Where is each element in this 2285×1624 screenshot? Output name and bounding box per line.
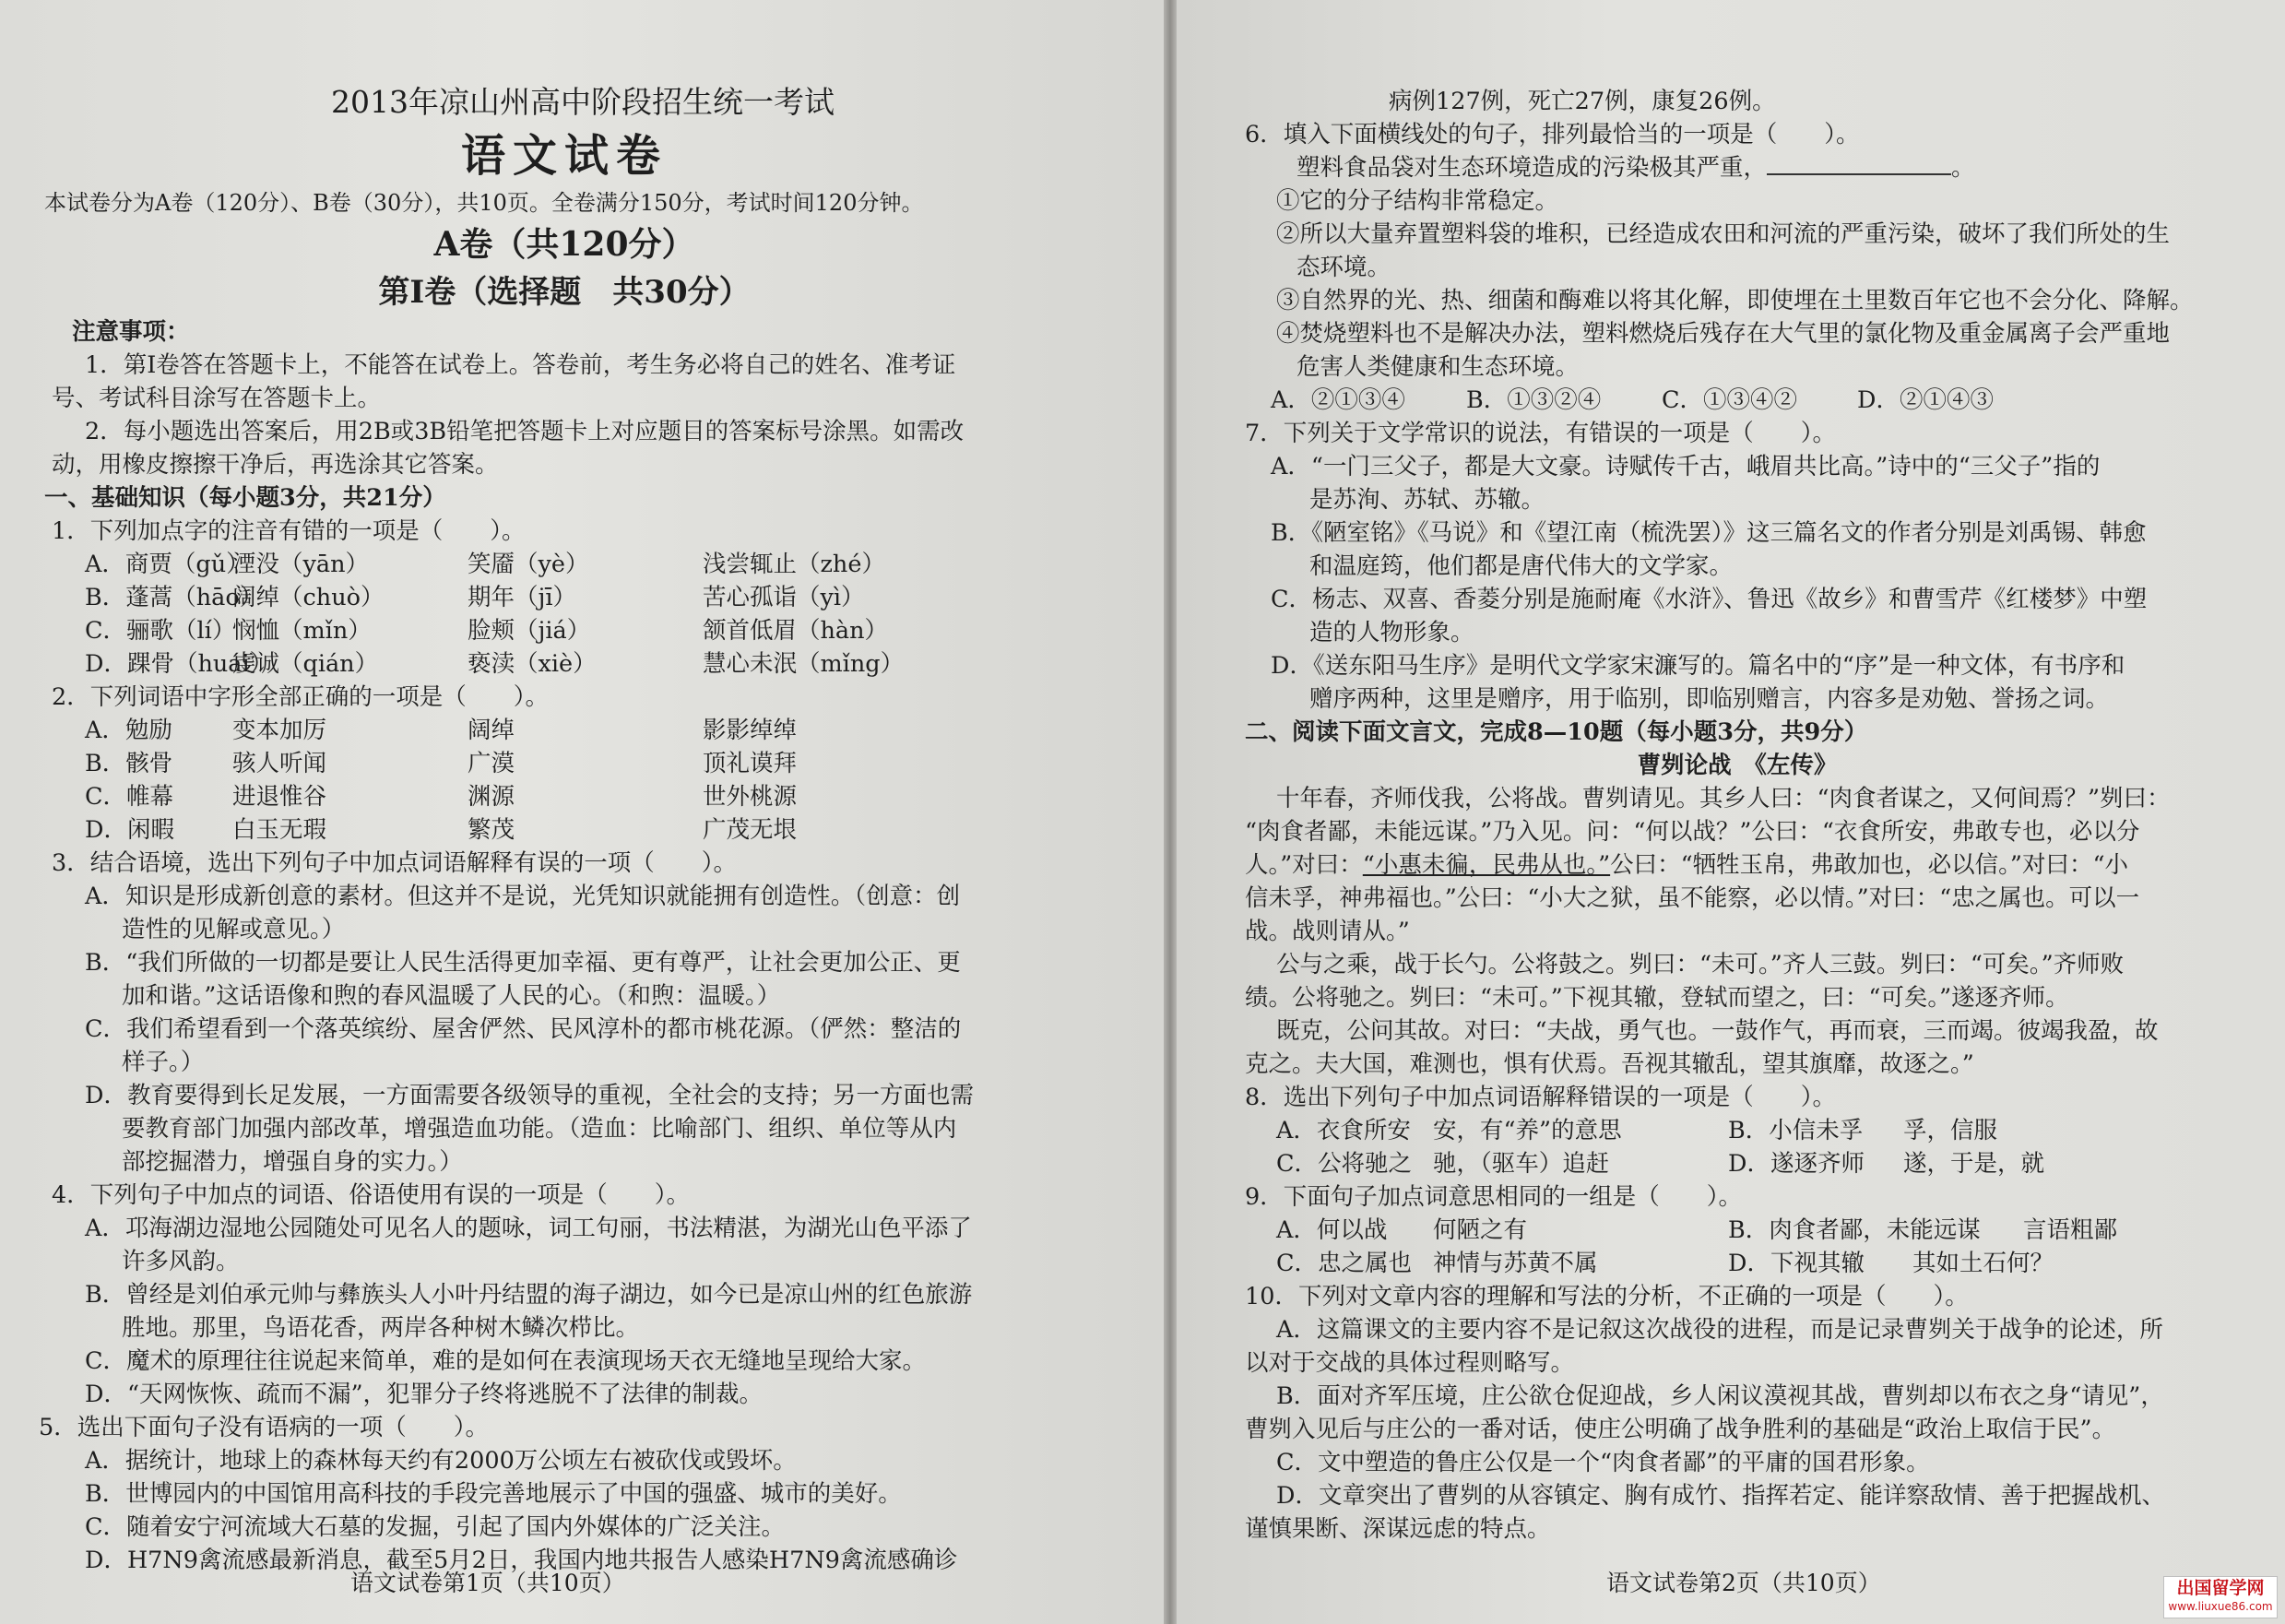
- option-text: A．知识是形成新创意的素材。但这并不是说，光凭知识就能拥有创造性。（创意：创: [85, 883, 961, 910]
- option-cell: B．蓬蒿（hāo）: [85, 584, 264, 611]
- exam-title: 2013年凉山州高中阶段招生统一考试: [331, 84, 835, 120]
- option-cell: D．闲暇: [85, 816, 174, 844]
- part1-heading: 第Ⅰ卷（选择题 共30分）: [378, 274, 751, 311]
- book-spine: [1164, 0, 1177, 1624]
- question-8: 8．选出下列句子中加点词语解释错误的一项是（ ）。: [1245, 1084, 1836, 1111]
- option-cell: 阔绰: [468, 717, 515, 744]
- option-text: B．《陋室铭》《马说》和《望江南（梳洗罢）》这三篇名文的作者分别是刘禹锡、韩愈: [1271, 519, 2147, 547]
- page-footer: 语文试卷第1页（共10页）: [350, 1570, 625, 1596]
- question-7: 7．下列关于文学常识的说法，有错误的一项是（ ）。: [1245, 420, 1836, 447]
- passage-line: 克之。夫大国，难测也，惧有伏焉。吾视其辙乱，望其旗靡，故逐之。”: [1245, 1050, 1974, 1078]
- option-cell: 孚，信服: [1903, 1117, 1998, 1144]
- question-2-option-row: [20, 780, 1108, 813]
- underlined-sentence: “小惠未徧，民弗从也。”: [1362, 851, 1611, 879]
- section2-heading: 二、阅读下面文言文，完成8—10题（每小题3分，共9分）: [1245, 718, 1868, 746]
- question-2-option-row: [20, 813, 1108, 847]
- stem-text: 塑料食品袋对生态环境造成的污染极其严重，: [1296, 154, 1768, 182]
- option-text-continued: 病例127例，死亡27例，康复26例。: [1389, 88, 1776, 115]
- notice-line: 号、考试科目涂写在答题卡上。: [52, 385, 382, 412]
- option-cell: 渊源: [468, 783, 515, 811]
- option-cell: B．①③②④: [1466, 386, 1602, 414]
- section1-heading: 一、基础知识（每小题3分，共21分）: [44, 484, 446, 512]
- option-cell: 言语粗鄙: [2023, 1216, 2118, 1244]
- option-text: A．这篇课文的主要内容不是记叙这次战役的进程，而是记录曹刿关于战争的论述，所: [1276, 1316, 2163, 1344]
- passage-line: 战。战则请从。”: [1245, 918, 1410, 945]
- option-cell: 广漠: [468, 750, 515, 777]
- question-3: 3．结合语境，选出下列句子中加点词语解释有误的一项（ ）。: [52, 849, 737, 877]
- volume-a-heading: A卷（共120分）: [433, 225, 695, 264]
- question-2: 2．下列词语中字形全部正确的一项是（ ）。: [52, 683, 549, 711]
- option-cell: 其如土石何？: [1912, 1250, 2054, 1277]
- option-cell: 骇人听闻: [232, 750, 327, 777]
- option-cell: 何陋之有: [1433, 1216, 1528, 1244]
- stem-end: 。: [1951, 154, 1975, 182]
- option-cell: D．下视其辙: [1728, 1250, 1865, 1277]
- option-cell: 浅尝辄止（zhé）: [703, 551, 885, 578]
- option-text: 造的人物形象。: [1309, 619, 1474, 646]
- option-cell: A．衣食所安: [1276, 1117, 1411, 1144]
- notice-title: 注意事项：: [72, 318, 190, 346]
- option-cell: C．①③④②: [1662, 386, 1798, 414]
- question-10: 10．下列对文章内容的理解和写法的分析，不正确的一项是（ ）。: [1245, 1283, 1969, 1310]
- option-text: 要教育部门加强内部改革，增强造血功能。（造血：比喻部门、组织、单位等从内: [122, 1115, 957, 1143]
- option-cell: 遂，于是，就: [1903, 1150, 2045, 1178]
- option-text: 造性的见解或意见。）: [122, 916, 346, 943]
- question-1-option-row: [20, 581, 1108, 614]
- option-text: B．面对齐军压境，庄公欲仓促迎战，乡人闲议漠视其战，曹刿却以布衣之身“请见”，: [1276, 1382, 2164, 1410]
- option-cell: 白玉无瑕: [232, 816, 327, 844]
- option-cell: 驰，（驱车）追赶: [1433, 1150, 1610, 1178]
- option-text: 以对于交战的具体过程则略写。: [1245, 1349, 1575, 1377]
- option-cell: C．忠之属也: [1276, 1250, 1413, 1277]
- question-9: 9．下面句子加点词意思相同的一组是（ ）。: [1245, 1183, 1742, 1211]
- passage-line: 十年春，齐师伐我，公将战。曹刿请见。其乡人曰：“肉食者谋之，又何间焉？”刿曰：: [1276, 785, 2171, 812]
- option-cell: A．商贾（gǔ）: [85, 551, 250, 578]
- option-cell: 苦心孤诣（yì）: [703, 584, 865, 611]
- exam-page-2: [1177, 0, 2285, 1624]
- sentence-item: ②所以大量弃置塑料袋的堆积，已经造成农田和河流的严重污染，破坏了我们所处的生: [1276, 220, 2171, 248]
- passage-text: 公曰：“牺牲玉帛，弗敢加也，必以信。”对曰：“小: [1610, 851, 2128, 879]
- question-8-option-row: [1245, 1147, 2230, 1180]
- exam-intro: 本试卷分为A卷（120分）、B卷（30分），共10页。全卷满分150分，考试时间120分钟。: [44, 190, 924, 216]
- passage-line: “肉食者鄙，未能远谋。”乃入见。问：“何以战？”公曰：“衣食所安，弗敢专也，必以分: [1245, 818, 2140, 846]
- option-text: C．我们希望看到一个落英缤纷、屋舍俨然、民风淳朴的都市桃花源。（俨然：整洁的: [85, 1015, 962, 1043]
- option-cell: D．②①④③: [1857, 386, 1994, 414]
- option-text: 样子。）: [122, 1049, 205, 1076]
- option-cell: 虔诚（qián）: [232, 650, 379, 678]
- option-cell: 安，有“养”的意思: [1433, 1117, 1622, 1144]
- option-cell: 变本加厉: [232, 717, 327, 744]
- question-8-option-row: [1245, 1114, 2230, 1147]
- option-text: A．“一门三父子，都是大文豪。诗赋传千古，峨眉共比高。”诗中的“三父子”指的: [1271, 453, 2101, 480]
- option-text: C．随着安宁河流域大石墓的发掘，引起了国内外媒体的广泛关注。: [85, 1513, 786, 1541]
- option-text: D．H7N9禽流感最新消息，截至5月2日，我国内地共报告人感染H7N9禽流感确诊: [85, 1547, 958, 1574]
- question-1-option-row: [20, 614, 1108, 647]
- page-footer: 语文试卷第2页（共10页）: [1606, 1570, 1881, 1596]
- option-text: 加和谐。”这话语像和煦的春风温暖了人民的心。（和煦：温暖。）: [122, 982, 781, 1010]
- notice-line: 1．第Ⅰ卷答在答题卡上，不能答在试卷上。答卷前，考生务必将自己的姓名、准考证: [85, 351, 956, 379]
- option-text: D．教育要得到长足发展，一方面需要各级领导的重视，全社会的支持；另一方面也需: [85, 1082, 974, 1109]
- option-cell: D．踝骨（huái）: [85, 650, 274, 678]
- option-cell: 影影绰绰: [703, 717, 798, 744]
- question-9-option-row: [1245, 1214, 2230, 1247]
- option-text: A．据统计，地球上的森林每天约有2000万公顷左右被砍伐或毁坏。: [85, 1447, 797, 1475]
- option-cell: 悯恤（mǐn）: [232, 617, 372, 645]
- option-cell: A．②①③④: [1271, 386, 1405, 414]
- passage-line: [1245, 848, 2230, 882]
- option-cell: 亵渎（xiè）: [468, 650, 597, 678]
- option-cell: B．肉食者鄙，未能远谋: [1728, 1216, 1981, 1244]
- question-9-option-row: [1245, 1247, 2230, 1280]
- notice-line: 动，用橡皮擦擦干净后，再选涂其它答案。: [52, 451, 499, 479]
- question-6-stem: [1245, 151, 2230, 184]
- question-1-option-row: [20, 647, 1108, 681]
- question-5: 5．选出下面句子没有语病的一项（ ）。: [39, 1414, 489, 1441]
- passage-text: 人。”对曰：: [1245, 851, 1363, 879]
- question-2-option-row: [20, 714, 1108, 747]
- option-text: A．邛海湖边湿地公园随处可见名人的题咏，词工句丽，书法精湛，为湖光山色平添了: [85, 1215, 972, 1242]
- passage-line: 绩。公将驰之。刿曰：“未可。”下视其辙，登轼而望之，曰：“可矣。”遂逐齐师。: [1245, 984, 2069, 1012]
- passage-line: 信未孚，神弗福也。”公曰：“小大之狱，虽不能察，必以情。”对曰：“忠之属也。可以一: [1245, 884, 2140, 912]
- passage-line: 公与之乘，战于长勺。公将鼓之。刿曰：“未可。”齐人三鼓。刿曰：“可矣。”齐师败: [1276, 951, 2125, 978]
- fill-blank: [1767, 155, 1951, 175]
- option-text: 和温庭筠，他们都是唐代伟大的文学家。: [1309, 552, 1734, 580]
- site-watermark: [2163, 1576, 2278, 1618]
- watermark-name: 出国留学网: [2176, 1578, 2265, 1598]
- watermark-url: www.liuxue86.com: [2168, 1600, 2273, 1613]
- option-cell: B．小信未孚: [1728, 1117, 1864, 1144]
- option-text: 是苏洵、苏轼、苏辙。: [1309, 486, 1545, 514]
- sentence-item: 态环境。: [1296, 254, 1391, 281]
- option-cell: 颔首低眉（hàn）: [703, 617, 889, 645]
- sentence-item: ①它的分子结构非常稳定。: [1276, 187, 1559, 215]
- option-cell: 繁茂: [468, 816, 515, 844]
- notice-line: 2．每小题选出答案后，用2B或3B铅笔把答题卡上对应题目的答案标号涂黑。如需改: [85, 418, 965, 445]
- option-text: 赠序两种，这里是赠序，用于临别，即临别赠言，内容多是劝勉、誉扬之词。: [1309, 685, 2110, 713]
- option-cell: 世外桃源: [703, 783, 798, 811]
- option-text: D．文章突出了曹刿的从容镇定、胸有成竹、指挥若定、能详察敌情、善于把握战机、: [1276, 1482, 2165, 1510]
- option-cell: 湮没（yān）: [232, 551, 370, 578]
- question-2-option-row: [20, 747, 1108, 780]
- option-cell: 笑靥（yè）: [468, 551, 589, 578]
- option-text: B．世博园内的中国馆用高科技的手段完善地展示了中国的强盛、城市的美好。: [85, 1480, 902, 1508]
- question-6: 6．填入下面横线处的句子，排列最恰当的一项是（ ）。: [1245, 121, 1860, 148]
- exam-subject: 语文试卷: [460, 130, 668, 182]
- option-cell: A．何以战: [1276, 1216, 1388, 1244]
- option-cell: C．帷幕: [85, 783, 174, 811]
- option-text: 部挖掘潜力，增强自身的实力。）: [122, 1148, 463, 1176]
- option-text: D．“天网恢恢、疏而不漏”，犯罪分子终将逃脱不了法律的制裁。: [85, 1381, 764, 1408]
- option-text: C．文中塑造的鲁庄公仅是一个“肉食者鄙”的平庸的国君形象。: [1276, 1449, 1930, 1476]
- option-cell: 广茂无垠: [703, 816, 798, 844]
- option-text: B．曾经是刘伯承元帅与彝族头人小叶丹结盟的海子湖边，如今已是凉山州的红色旅游: [85, 1281, 973, 1309]
- option-cell: B．骸骨: [85, 750, 173, 777]
- option-cell: 顶礼谟拜: [703, 750, 798, 777]
- question-6-options: [1245, 384, 2230, 417]
- option-cell: C．公将驰之: [1276, 1150, 1413, 1178]
- option-text: 胜地。那里，鸟语花香，两岸各种树木鳞次栉比。: [122, 1314, 640, 1342]
- option-cell: 阔绰（chuò）: [232, 584, 385, 611]
- passage-title: 曹刿论战 《左传》: [1637, 752, 1838, 779]
- option-text: 谨慎果断、深谋远虑的特点。: [1245, 1515, 1551, 1543]
- question-4: 4．下列句子中加点的词语、俗语使用有误的一项是（ ）。: [52, 1181, 690, 1209]
- sentence-item: ③自然界的光、热、细菌和酶难以将其化解，即使埋在土里数百年它也不会分化、降解。: [1276, 287, 2194, 314]
- sentence-item: 危害人类健康和生态环境。: [1296, 353, 1580, 381]
- option-cell: C．骊歌（lí）: [85, 617, 236, 645]
- option-text: B．“我们所做的一切都是要让人民生活得更加幸福、更有尊严，让社会更加公正、更: [85, 949, 961, 977]
- question-1-option-row: [20, 548, 1108, 581]
- passage-line: 既克，公问其故。对曰：“夫战，勇气也。一鼓作气，再而衰，三而竭。彼竭我盈，故: [1276, 1017, 2159, 1045]
- option-text: C．魔术的原理往往说起来简单，难的是如何在表演现场天衣无缝地呈现给大家。: [85, 1347, 927, 1375]
- option-cell: 期年（jī）: [468, 584, 577, 611]
- option-cell: D．遂逐齐师: [1728, 1150, 1865, 1178]
- sentence-item: ④焚烧塑料也不是解决办法，塑料燃烧后残存在大气里的氯化物及重金属离子会严重地: [1276, 320, 2171, 348]
- option-cell: 脸颊（jiá）: [468, 617, 591, 645]
- option-cell: 慧心未泯（mǐng）: [703, 650, 905, 678]
- option-cell: 进退惟谷: [232, 783, 327, 811]
- option-text: 许多风韵。: [122, 1248, 240, 1275]
- option-cell: 神情与苏黄不属: [1433, 1250, 1598, 1277]
- option-cell: A．勉励: [85, 717, 172, 744]
- option-text: 曹刿入见后与庄公的一番对话，使庄公明确了战争胜利的基础是“政治上取信于民”。: [1245, 1416, 2116, 1443]
- option-text: C．杨志、双喜、香菱分别是施耐庵《水浒》、鲁迅《故乡》和曹雪芹《红楼梦》中塑: [1271, 586, 2148, 613]
- option-text: D．《送东阳马生序》是明代文学家宋濂写的。篇名中的“序”是一种文体，有书序和: [1271, 652, 2125, 680]
- question-1: 1．下列加点字的注音有错的一项是（ ）。: [52, 517, 526, 545]
